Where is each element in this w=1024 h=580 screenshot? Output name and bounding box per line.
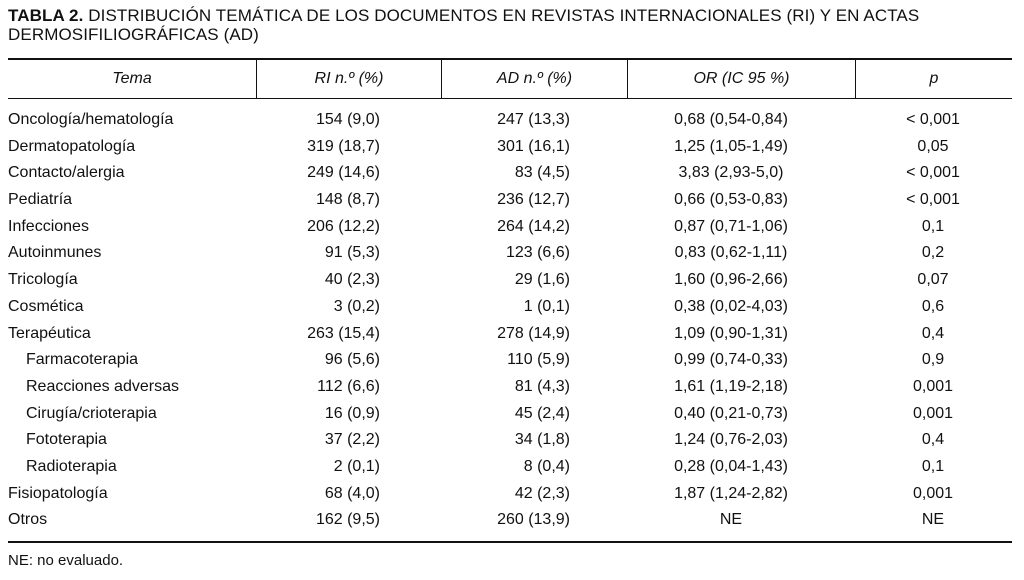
table-row [8,427,1012,454]
cell-tema: Radioterapia [26,457,117,475]
cell-or: 0,28 (0,04-1,43) [674,457,788,475]
cell-p: 0,001 [912,484,954,502]
cell-tema: Infecciones [8,217,89,235]
cell-or: 0,68 (0,54-0,84) [674,111,788,128]
cell-ad: 247 (13,3) [497,111,570,128]
table-row [8,401,1012,428]
bottom-rule [8,541,1012,543]
cell-ri: 96 (5,6) [324,351,380,369]
table-caption [8,6,1013,44]
table-title: DISTRIBUCIÓN TEMÁTICA DE LOS DOCUMENTOS EN REVISTAS INTERNACIONALES (RI) Y EN ACTAS DERMOSIFILIOGRÁFICAS (AD) [8,6,920,44]
cell-ri: 206 (12,2) [307,217,380,235]
cell-or: 0,38 (0,02-4,03) [674,297,788,315]
cell-p: < 0,001 [906,191,960,209]
cell-tema: Cosmética [8,297,84,315]
cell-ad: 29 (1,6) [514,271,570,289]
cell-ri: 2 (0,1) [333,457,380,475]
table-row [8,134,1012,161]
cell-tema: Fototerapia [26,431,107,449]
cell-ad: 110 (5,9) [507,351,570,369]
cell-or: NE [719,511,743,529]
cell-ad: 34 (1,8) [514,431,570,449]
cell-ad: 301 (16,1) [497,137,570,155]
cell-or: 0,40 (0,21-0,73) [674,404,788,422]
cell-tema: Tricología [8,271,78,289]
cell-ad: 236 (12,7) [497,191,570,209]
cell-ad: 83 (4,5) [514,164,570,182]
cell-ad: 278 (14,9) [497,324,570,342]
cell-or: 1,25 (1,05-1,49) [674,137,788,155]
cell-ri: 3 (0,2) [333,297,380,315]
table-row [8,107,1012,134]
cell-tema: Autoinmunes [8,244,102,262]
cell-p: 0,1 [921,457,945,475]
cell-ad: 8 (0,4) [523,457,570,475]
cell-ad: 42 (2,3) [514,484,570,502]
table-row [8,160,1012,187]
header-tema: Tema [112,70,152,87]
cell-ri: 154 (9,0) [315,111,380,128]
cell-tema: Fisiopatología [8,484,108,502]
cell-ri: 37 (2,2) [324,431,380,449]
cell-ri: 162 (9,5) [315,511,380,529]
table-body [8,107,1012,534]
cell-ri: 16 (0,9) [324,404,380,422]
cell-ri: 68 (4,0) [324,484,380,502]
cell-ri: 319 (18,7) [307,137,380,155]
cell-p: 0,4 [921,324,945,342]
table-row [8,321,1012,348]
cell-tema: Pediatría [8,191,73,209]
cell-p: 0,07 [917,271,949,289]
cell-or: 3,83 (2,93-5,0) [678,164,784,182]
cell-p: 0,4 [921,431,945,449]
cell-ri: 112 (6,6) [317,377,380,395]
table-row [8,481,1012,508]
cell-or: 1,61 (1,19-2,18) [674,377,788,395]
cell-ad: 264 (14,2) [497,217,570,235]
cell-tema: Otros [8,511,48,529]
header-ad: AD n.º (%) [496,70,573,87]
cell-p: 0,9 [921,351,945,369]
footnote: NE: no evaluado. [8,552,124,569]
cell-p: NE [921,511,945,529]
table-row [8,267,1012,294]
cell-tema: Terapéutica [8,324,91,342]
cell-p: 0,6 [921,297,945,315]
cell-ad: 260 (13,9) [497,511,570,529]
cell-ri: 249 (14,6) [307,164,380,182]
cell-ad: 81 (4,3) [514,377,570,395]
cell-or: 0,83 (0,62-1,11) [674,244,788,262]
cell-or: 0,66 (0,53-0,83) [674,191,788,209]
cell-tema: Dermatopatología [8,137,136,155]
header-ri: RI n.º (%) [314,70,384,87]
cell-p: 0,05 [917,137,949,155]
cell-tema: Cirugía/crioterapia [26,404,157,422]
header-or: OR (IC 95 %) [693,70,790,87]
cell-tema: Contacto/alergia [8,164,125,182]
cell-ad: 45 (2,4) [514,404,570,422]
cell-or: 1,87 (1,24-2,82) [674,484,788,502]
header-p: p [929,70,939,87]
cell-p: 0,1 [921,217,945,235]
cell-tema: Farmacoterapia [26,351,139,369]
table-row [8,294,1012,321]
cell-ri: 263 (15,4) [307,324,380,342]
table-label: TABLA 2. [8,6,84,25]
cell-p: < 0,001 [906,111,960,128]
cell-or: 0,87 (0,71-1,06) [674,217,788,235]
cell-tema: Oncología/hematología [8,111,174,128]
cell-ri: 91 (5,3) [324,244,380,262]
table-row [8,240,1012,267]
header-rule [8,98,1012,99]
table-row [8,214,1012,241]
cell-p: 0,001 [912,404,954,422]
cell-or: 1,24 (0,76-2,03) [674,431,788,449]
cell-p: 0,001 [912,377,954,395]
cell-p: < 0,001 [906,164,960,182]
cell-p: 0,2 [921,244,945,262]
table-row [8,507,1012,534]
cell-tema: Reacciones adversas [26,377,179,395]
table-row [8,347,1012,374]
cell-or: 0,99 (0,74-0,33) [674,351,788,369]
cell-ri: 40 (2,3) [324,271,380,289]
cell-ad: 1 (0,1) [523,297,570,315]
cell-or: 1,60 (0,96-2,66) [674,271,788,289]
cell-ad: 123 (6,6) [505,244,570,262]
cell-or: 1,09 (0,90-1,31) [674,324,788,342]
table-row [8,374,1012,401]
cell-ri: 148 (8,7) [315,191,380,209]
table-row [8,187,1012,214]
table-row [8,454,1012,481]
